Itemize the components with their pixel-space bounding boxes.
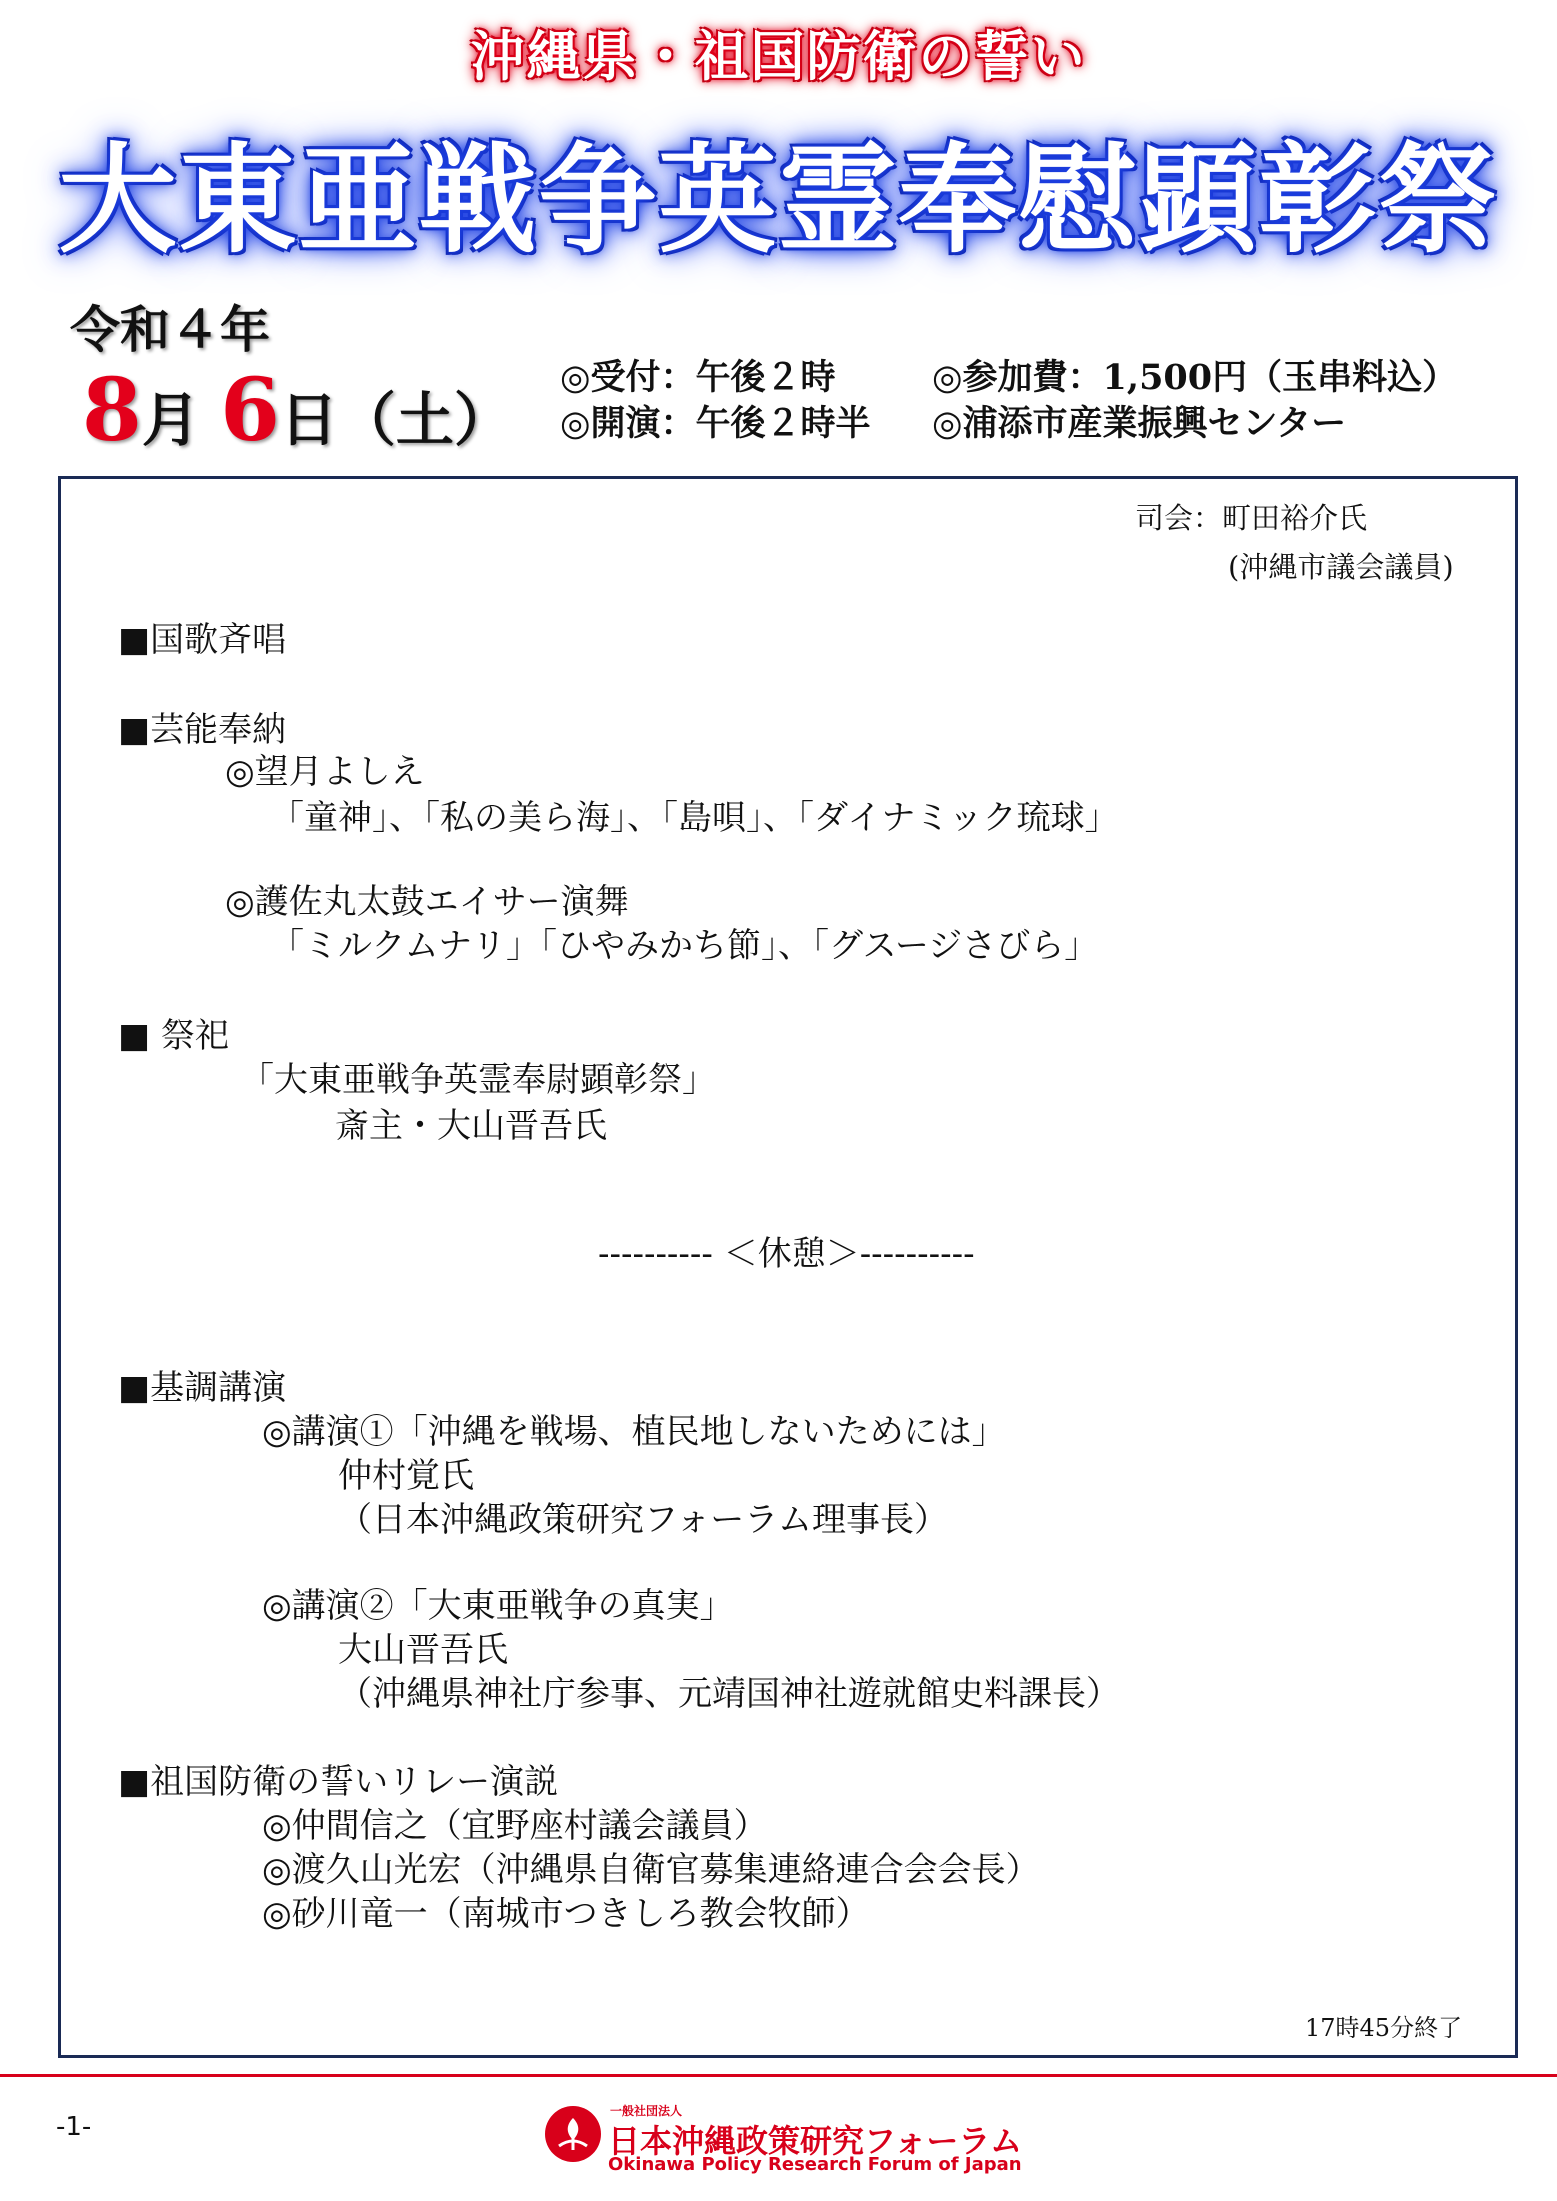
reception-time: ◎受付：午後２時 bbox=[560, 357, 836, 398]
org-name-english: Okinawa Policy Research Forum of Japan bbox=[608, 2154, 1022, 2175]
performer-mochizuki: ◎望月よしえ bbox=[225, 752, 425, 792]
mc-title: (沖縄市議会議員) bbox=[1228, 550, 1454, 584]
lecture-2-speaker-title: （沖縄県神社庁参事、元靖国神社遊就館史料課長） bbox=[338, 1674, 1120, 1714]
venue: ◎浦添市産業振興センター bbox=[932, 403, 1347, 444]
participation-fee: ◎参加費：1,500円（玉串料込） bbox=[932, 357, 1458, 398]
lecture-1: ◎講演①「沖縄を戦場、植民地しないためには」 bbox=[262, 1412, 1006, 1452]
event-title: 大東亜戦争英霊奉慰顕彰祭 bbox=[58, 131, 1499, 269]
lecture-1-speaker: 仲村覚氏 bbox=[338, 1456, 474, 1496]
footer-rule bbox=[0, 2074, 1557, 2077]
section-performance: ■芸能奉納 bbox=[118, 710, 287, 750]
relay-speaker-1: ◎仲間信之（宜野座村議会議員） bbox=[262, 1806, 768, 1846]
date-day: 6 bbox=[220, 360, 280, 461]
page-number: -1- bbox=[56, 2112, 92, 2142]
lecture-1-speaker-title: （日本沖縄政策研究フォーラム理事長） bbox=[338, 1500, 948, 1540]
lecture-2: ◎講演②「大東亜戦争の真実」 bbox=[262, 1586, 734, 1626]
date-month-unit: 月 bbox=[141, 386, 200, 454]
ritual-name: 「大東亜戦争英霊奉尉顕彰祭」 bbox=[240, 1060, 716, 1100]
date-day-unit: 日（土） bbox=[279, 386, 512, 454]
section-keynote: ■基調講演 bbox=[118, 1368, 287, 1408]
relay-speaker-3: ◎砂川竜一（南城市つきしろ教会牧師） bbox=[262, 1894, 870, 1934]
relay-speaker-2: ◎渡久山光宏（沖縄県自衛官募集連絡連合会会長） bbox=[262, 1850, 1040, 1890]
end-time: 17時45分終了 bbox=[1305, 2014, 1463, 2042]
start-time: ◎開演：午後２時半 bbox=[560, 403, 871, 444]
event-subtitle: 沖縄県・祖国防衛の誓い bbox=[470, 25, 1087, 88]
org-type: 一般社団法人 bbox=[610, 2104, 683, 2118]
era-year: 令和４年 bbox=[70, 300, 270, 359]
org-name: 日本沖縄政策研究フォーラム bbox=[608, 2122, 1023, 2160]
date-month: 8 bbox=[82, 360, 142, 461]
event-date bbox=[82, 360, 512, 461]
performer-mochizuki-songs: 「童神」、「私の美ら海」、「島唄」、「ダイナミック琉球」 bbox=[270, 798, 1119, 838]
performer-gosamaru: ◎護佐丸太鼓エイサー演舞 bbox=[225, 882, 629, 922]
section-relay-speech: ■祖国防衛の誓いリレー演説 bbox=[118, 1762, 559, 1802]
performer-gosamaru-songs: 「ミルクムナリ」「ひやみかち節」、「グスージさびら」 bbox=[270, 926, 1099, 966]
lecture-2-speaker: 大山晋吾氏 bbox=[338, 1630, 508, 1670]
mc-name: 司会：町田裕介氏 bbox=[1135, 501, 1368, 535]
break-divider: ---------- ＜休憩＞---------- bbox=[598, 1234, 975, 1274]
section-anthem: ■国歌斉唱 bbox=[118, 620, 287, 660]
org-logo-icon bbox=[545, 2106, 601, 2162]
ritual-priest: 斎主・大山晋吾氏 bbox=[335, 1106, 607, 1146]
section-ritual: ■ 祭祀 bbox=[118, 1016, 229, 1056]
